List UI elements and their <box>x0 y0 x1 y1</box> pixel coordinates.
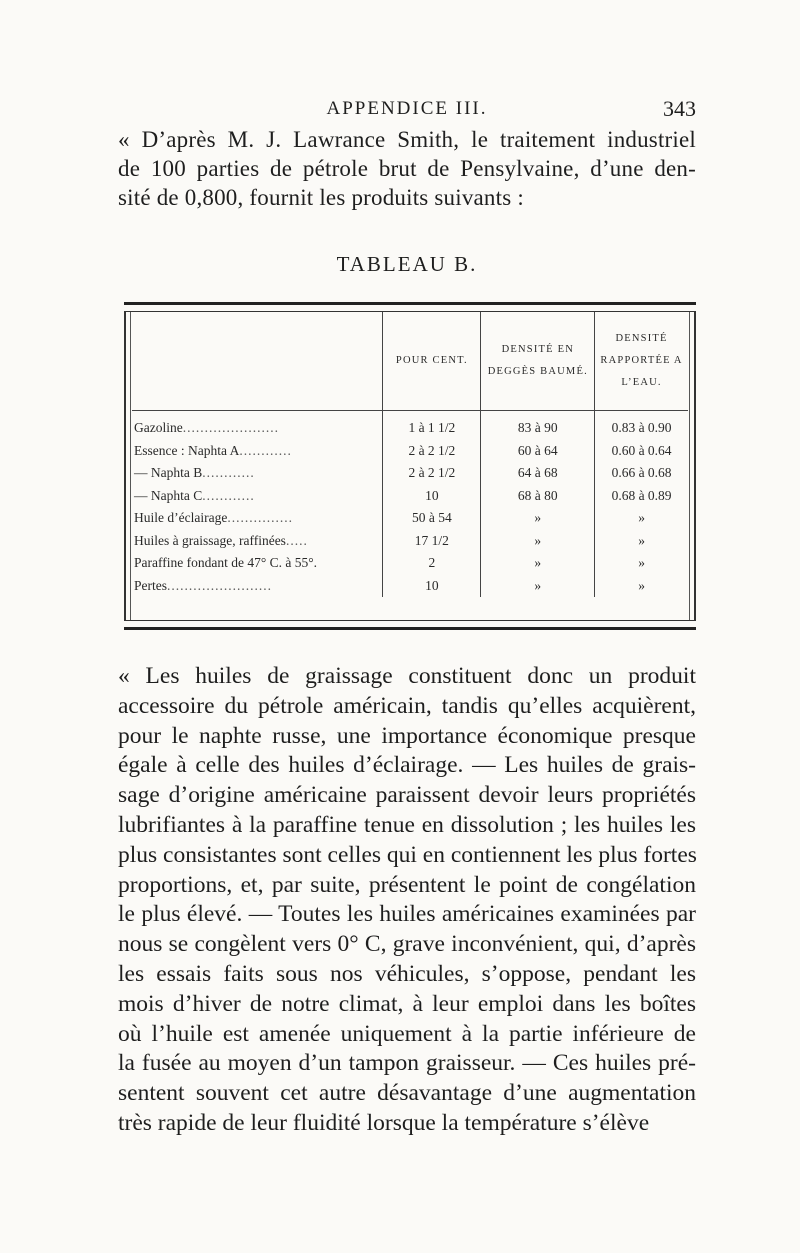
percent-cell-text: 17 1/2 <box>414 532 449 548</box>
table-row <box>132 485 688 508</box>
header-product <box>132 312 383 411</box>
body-line: très rapide de leur fluidité lorsque la température s’élève <box>118 1109 650 1136</box>
water-density-cell-text: » <box>638 555 645 571</box>
leader-dots: ..... <box>285 532 308 548</box>
leader-dots: ............ <box>202 487 255 503</box>
baume-density-cell-text: 68 à 80 <box>517 487 558 503</box>
table-border <box>124 311 696 621</box>
baume-density-cell <box>481 507 595 530</box>
product-name-cell <box>132 440 383 463</box>
body-line: les essais faits sous nos véhicules, s’oppose, pendant les <box>118 960 696 987</box>
water-density-cell <box>595 462 688 485</box>
percent-cell-text: 2 à 2 1/2 <box>408 465 456 481</box>
body-line: sage d’origine américaine paraissent devoir leurs propriétés <box>118 782 696 809</box>
body-paragraph <box>118 662 696 1139</box>
table-header-row <box>132 312 688 411</box>
body-line: pour le naphte russe, une importance économique presque <box>118 722 696 749</box>
product-name-cell <box>132 462 383 485</box>
product-name-cell-text: — Naphta C <box>134 487 203 503</box>
leader-dots: ...................... <box>182 420 279 436</box>
table-row <box>132 507 688 530</box>
body-line: plus consistantes sont celles qui en contiennent les plus fortes <box>118 841 697 868</box>
header-baume-density: DENSITÉ EN DEGGÈS BAUMÉ. <box>481 312 595 411</box>
water-density-cell <box>595 440 688 463</box>
leader-dots: ............ <box>239 442 292 458</box>
baume-density-cell-text: 60 à 64 <box>517 442 558 458</box>
product-name-cell-text: Essence : Naphta A <box>134 442 240 458</box>
percent-cell <box>383 530 481 553</box>
product-name-cell-text: Gazoline <box>134 420 183 436</box>
product-name-cell <box>132 485 383 508</box>
table-row <box>132 530 688 553</box>
percent-cell <box>383 462 481 485</box>
table-row <box>132 575 688 598</box>
percent-cell-text: 2 <box>428 555 436 571</box>
table-row <box>132 462 688 485</box>
water-density-cell <box>595 530 688 553</box>
body-line: sentent souvent cet autre désavantage d’une augmentation <box>118 1080 696 1107</box>
table-row <box>132 411 688 440</box>
water-density-cell <box>595 575 688 598</box>
percent-cell-text: 1 à 1 1/2 <box>408 420 456 436</box>
leader-dots: ........................ <box>167 577 272 593</box>
percent-cell-text: 50 à 54 <box>412 510 452 526</box>
header-water-density: DENSITÉ RAPPORTÉE A L’EAU. <box>595 312 688 411</box>
table-title: TABLEAU B. <box>336 252 478 276</box>
water-density-cell-text: 0.83 à 0.90 <box>611 420 672 436</box>
intro-line: sité de 0,800, fournit les produits suivants : <box>118 185 524 210</box>
baume-density-cell <box>481 411 595 440</box>
baume-density-cell <box>481 530 595 553</box>
intro-line: « D’après M. J. Lawrance Smith, le traitement industriel <box>118 127 696 152</box>
header-percent: POUR CENT. <box>383 312 481 411</box>
percent-cell <box>383 411 481 440</box>
percent-cell-text: 10 <box>425 577 439 593</box>
table-frame <box>124 302 696 630</box>
percent-cell <box>383 575 481 598</box>
product-name-cell-text: Paraffine fondant de 47° C. à 55°. <box>134 555 318 571</box>
body-line: lubrifiantes à la paraffine tenue en dissolution ; les huiles les <box>118 811 696 838</box>
running-title: APPENDICE III. <box>326 98 488 119</box>
percent-cell-text: 2 à 2 1/2 <box>408 442 456 458</box>
body-line: « Les huiles de graissage constituent donc un produit <box>118 663 696 689</box>
table-row <box>132 440 688 463</box>
water-density-cell <box>595 485 688 508</box>
body-line: la fusée au moyen d’un tampon graisseur. — Ces huiles pré- <box>118 1050 696 1077</box>
body-line: accessoire du pétrole américain, tandis qu’elles acquièrent, <box>118 692 696 719</box>
percent-cell <box>383 440 481 463</box>
water-density-cell-text: » <box>638 532 645 548</box>
percent-cell <box>383 552 481 575</box>
percent-cell-text: 10 <box>425 487 439 503</box>
water-density-cell-text: » <box>638 510 645 526</box>
baume-density-cell <box>481 485 595 508</box>
baume-density-cell <box>481 552 595 575</box>
running-head <box>118 94 696 124</box>
body-line: où l’huile est amenée uniquement à la partie inférieure de <box>118 1020 696 1047</box>
water-density-cell-text: 0.60 à 0.64 <box>611 442 672 458</box>
product-name-cell-text: Huile d’éclairage <box>134 510 228 526</box>
product-name-cell <box>132 411 383 440</box>
baume-density-cell-text: 64 à 68 <box>517 465 558 481</box>
body-line: mois d’hiver de notre climat, à leur emploi dans les boîtes <box>118 990 696 1017</box>
product-name-cell-text: Huiles à graissage, raffinées <box>134 532 286 548</box>
product-name-cell-text: — Naphta B <box>134 465 203 481</box>
water-density-cell <box>595 411 688 440</box>
intro-paragraph <box>118 125 696 212</box>
baume-density-cell-text: » <box>534 532 542 548</box>
baume-density-cell-text: » <box>534 555 542 571</box>
product-name-cell <box>132 530 383 553</box>
baume-density-cell-text: 83 à 90 <box>517 420 558 436</box>
product-name-cell <box>132 552 383 575</box>
water-density-cell-text: » <box>638 577 645 593</box>
baume-density-cell <box>481 575 595 598</box>
baume-density-cell <box>481 462 595 485</box>
water-density-cell <box>595 552 688 575</box>
body-line: proportions, et, par suite, présentent le point de congélation <box>118 871 696 898</box>
intro-line: de 100 parties de pétrole brut de Pensylvaine, d’une den- <box>118 156 696 181</box>
water-density-cell <box>595 507 688 530</box>
water-density-cell-text: 0.68 à 0.89 <box>611 487 672 503</box>
products-table <box>132 312 688 597</box>
water-density-cell-text: 0.66 à 0.68 <box>611 465 672 481</box>
page-number: 343 <box>663 96 696 121</box>
product-name-cell <box>132 575 383 598</box>
leader-dots: ............ <box>202 465 255 481</box>
table-row <box>132 552 688 575</box>
body-line: nous se congèlent vers 0° C, grave inconvénient, qui, d’après <box>118 931 696 958</box>
baume-density-cell-text: » <box>534 577 542 593</box>
product-name-cell <box>132 507 383 530</box>
leader-dots: ............... <box>227 510 293 526</box>
percent-cell <box>383 485 481 508</box>
body-line: le plus élevé. — Toutes les huiles américaines examinées par <box>118 901 696 928</box>
baume-density-cell <box>481 440 595 463</box>
percent-cell <box>383 507 481 530</box>
table-body <box>132 411 688 598</box>
body-line: égale à celle des huiles d’éclairage. — Les huiles de grais- <box>118 752 696 779</box>
product-name-cell-text: Pertes <box>134 577 167 593</box>
baume-density-cell-text: » <box>534 510 542 526</box>
